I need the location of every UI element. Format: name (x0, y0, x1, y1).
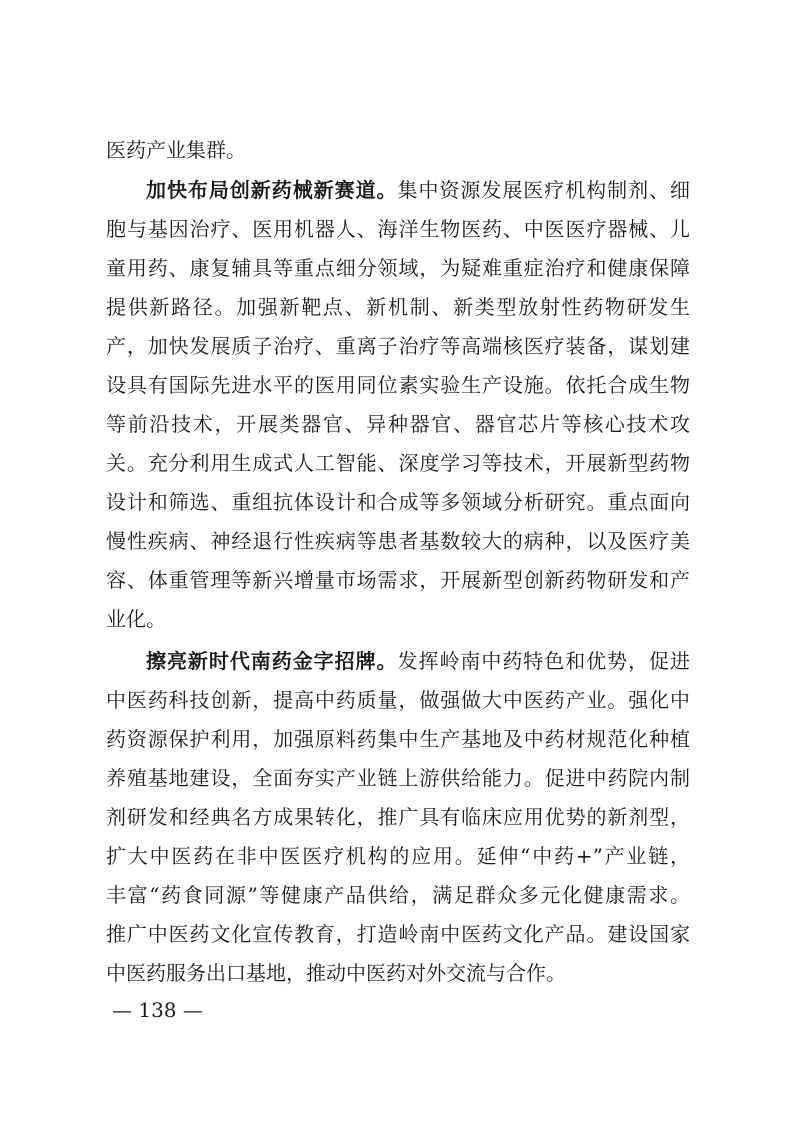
paragraph-heading: 加快布局创新药械新赛道。 (146, 178, 398, 202)
text-line: 丰富“药食同源”等健康产品供给，满足群众多元化健康需求。 (106, 883, 690, 907)
text-line: 设具有国际先进水平的医用同位素实验生产设施。依托合成生物 (106, 373, 690, 397)
text-line: 胞与基因治疗、医用机器人、海洋生物医药、中医医疗器械、儿 (106, 217, 690, 241)
page-number: — 138 — (112, 998, 203, 1022)
text-line: 慢性疾病、神经退行性疾病等患者基数较大的病种，以及医疗美 (106, 529, 690, 553)
text-line: 童用药、康复辅具等重点细分领域，为疑难重症治疗和健康保障 (106, 256, 690, 280)
text-line: 容、体重管理等新兴增量市场需求，开展新型创新药物研发和产 (106, 568, 690, 592)
text-line: 设计和筛选、重组抗体设计和合成等多领域分析研究。重点面向 (106, 490, 690, 514)
paragraph-lead-line: 加快布局创新药械新赛道。集中资源发展医疗机构制剂、细 (146, 178, 690, 202)
paragraph-heading: 擦亮新时代南药金字招牌。 (146, 649, 398, 673)
text-line: 扩大中医药在非中医医疗机构的应用。延伸“中药+”产业链， (106, 844, 690, 868)
text-line: 中医药科技创新，提高中药质量，做强做大中医药产业。强化中 (106, 688, 690, 712)
text-line: 医药产业集群。 (106, 138, 246, 162)
text-line: 产，加快发展质子治疗、重离子治疗等高端核医疗装备，谋划建 (106, 334, 690, 358)
text-line: 药资源保护利用，加强原料药集中生产基地及中药材规范化种植 (106, 727, 690, 751)
text-line: 关。充分利用生成式人工智能、深度学习等技术，开展新型药物 (106, 451, 690, 475)
text-line: 业化。 (106, 607, 166, 631)
text-line: 等前沿技术，开展类器官、异种器官、器官芯片等核心技术攻 (106, 412, 690, 436)
text-line: 中医药服务出口基地，推动中医药对外交流与合作。 (106, 961, 566, 985)
paragraph-lead-line: 擦亮新时代南药金字招牌。发挥岭南中药特色和优势，促进 (146, 649, 690, 673)
text-line: 剂研发和经典名方成果转化，推广具有临床应用优势的新剂型， (106, 805, 690, 829)
text-line: 养殖基地建设，全面夯实产业链上游供给能力。促进中药院内制 (106, 766, 690, 790)
text-line: 提供新路径。加强新靶点、新机制、新类型放射性药物研发生 (106, 295, 690, 319)
text-line: 推广中医药文化宣传教育，打造岭南中医药文化产品。建设国家 (106, 922, 690, 946)
